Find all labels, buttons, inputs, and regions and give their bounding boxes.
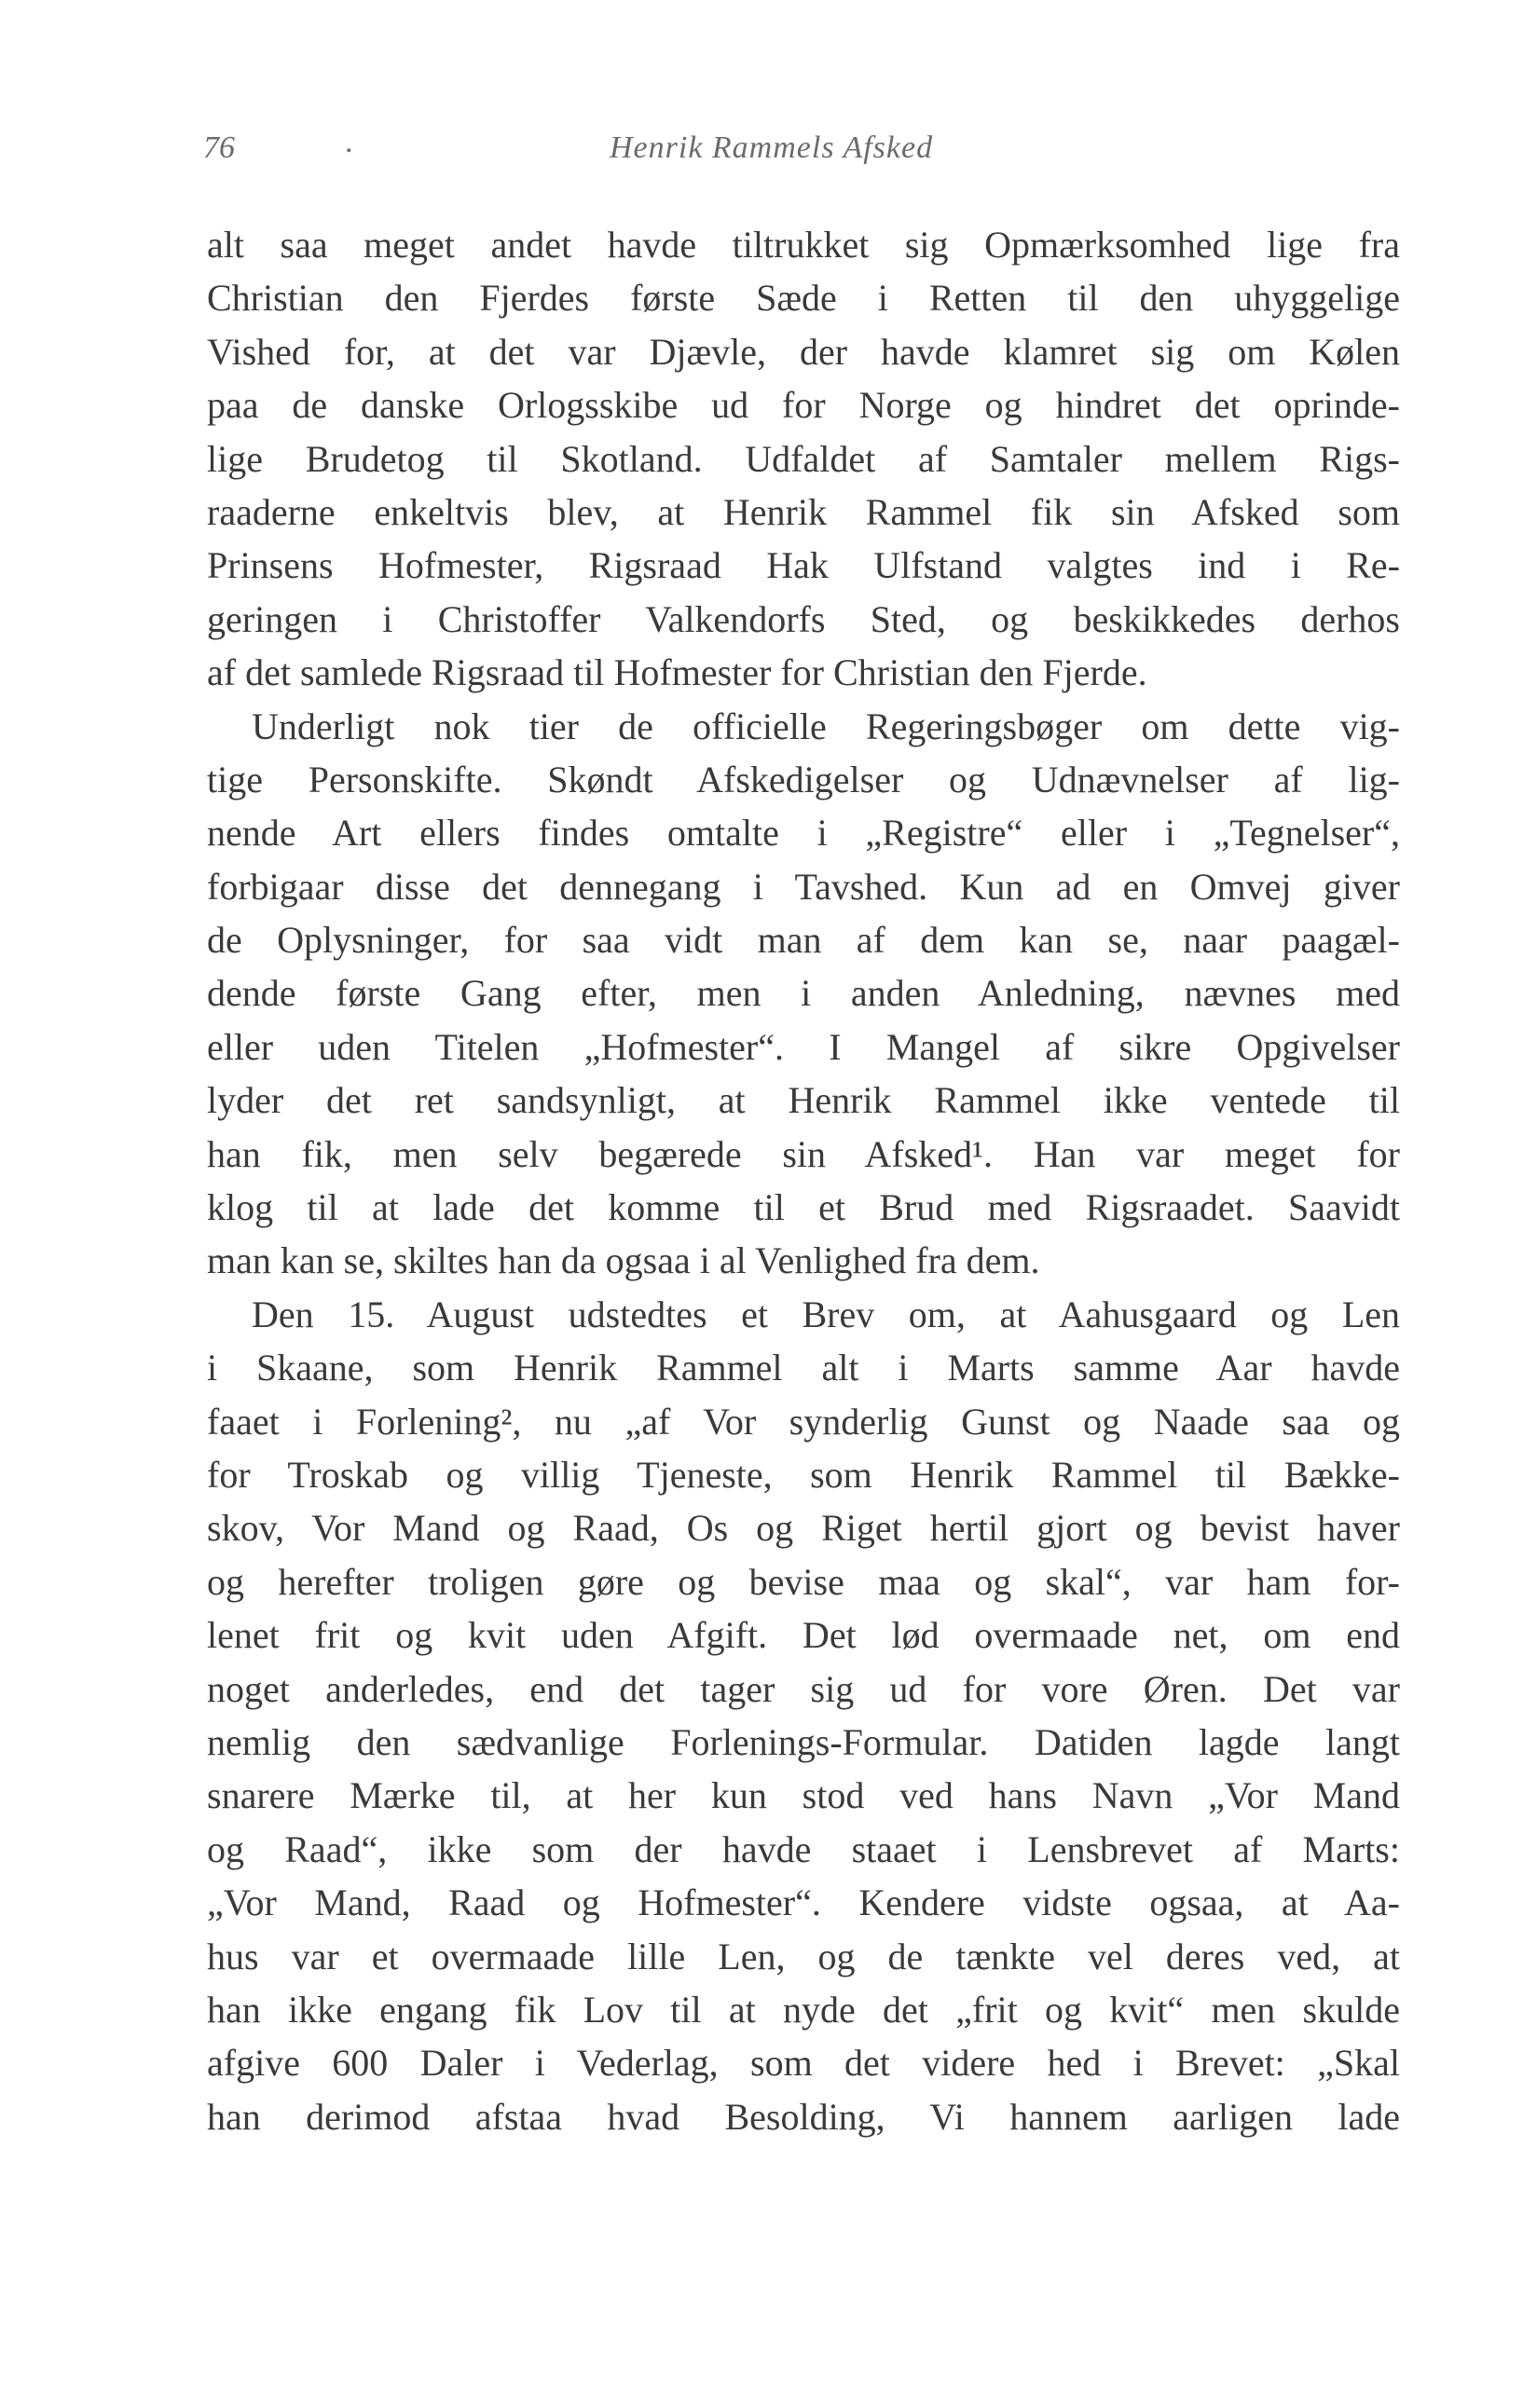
text-line: geringen i Christoffer Valkendorfs Sted, og beskikkedes derhos [207, 597, 1400, 640]
header-separator: . [345, 125, 353, 159]
text-line: „Vor Mand, Raad og Hofmester“. Kendere vidste ogsaa, at Aa- [207, 1881, 1400, 1924]
text-line: Underligt nok tier de officielle Regeringsbøger om dette vig- [252, 705, 1400, 747]
text-line: hus var et overmaade lille Len, og de tænkte vel deres ved, at [207, 1935, 1400, 1977]
body-text [207, 218, 1400, 2143]
text-line: lige Brudetog til Skotland. Udfaldet af Samtaler mellem Rigs- [207, 437, 1400, 480]
text-line: afgive 600 Daler i Vederlag, som det videre hed i Brevet: „Skal [207, 2042, 1400, 2085]
text-line: man kan se, skiltes han da ogsaa i al Venlighed fra dem. [207, 1239, 1040, 1282]
text-line: Prinsens Hofmester, Rigsraad Hak Ulfstand valgtes ind i Re- [207, 544, 1400, 587]
text-line: og herefter troligen gøre og bevise maa og skal“, var ham for- [207, 1560, 1400, 1603]
text-line: de Oplysninger, for saa vidt man af dem kan se, naar paagæl- [207, 919, 1400, 962]
running-head [203, 125, 1406, 177]
text-line: snarere Mærke til, at her kun stod ved hans Navn „Vor Mand [207, 1774, 1400, 1817]
running-title: Henrik Rammels Afsked [610, 130, 934, 165]
text-line: han ikke engang fik Lov til at nyde det „frit og kvit“ men skulde [207, 1988, 1400, 2031]
text-line: faaet i Forlening², nu „af Vor synderlig Gunst og Naade saa og [207, 1400, 1400, 1443]
page-number: 76 [203, 130, 235, 165]
text-line: paa de danske Orlogsskibe ud for Norge og hindret det oprinde- [207, 384, 1400, 427]
text-line: eller uden Titelen „Hofmester“. I Mangel af sikre Opgivelser [207, 1025, 1400, 1068]
text-line: nende Art ellers findes omtalte i „Registre“ eller i „Tegnelser“, [207, 812, 1400, 855]
text-line: i Skaane, som Henrik Rammel alt i Marts samme Aar havde [207, 1347, 1400, 1389]
text-line: noget anderledes, end det tager sig ud for vore Øren. Det var [207, 1667, 1400, 1710]
text-line: dende første Gang efter, men i anden Anledning, nævnes med [207, 972, 1400, 1015]
text-line: Vished for, at det var Djævle, der havde klamret sig om Kølen [207, 330, 1400, 373]
text-line: og Raad“, ikke som der havde staaet i Lensbrevet af Marts: [207, 1827, 1400, 1870]
text-line: han fik, men selv begærede sin Afsked¹. Han var meget for [207, 1132, 1400, 1175]
text-line: lenet frit og kvit uden Afgift. Det lød overmaade net, om end [207, 1614, 1400, 1657]
text-line: Den 15. August udstedtes et Brev om, at Aahusgaard og Len [252, 1293, 1400, 1335]
text-line: for Troskab og villig Tjeneste, som Henrik Rammel til Bække- [207, 1453, 1400, 1496]
text-line: klog til at lade det komme til et Brud med Rigsraadet. Saavidt [207, 1186, 1400, 1229]
text-line: Christian den Fjerdes første Sæde i Retten til den uhyggelige [207, 277, 1400, 320]
text-line: han derimod afstaa hvad Besolding, Vi hannem aarligen lade [207, 2095, 1400, 2138]
text-line: af det samlede Rigsraad til Hofmester for Christian den Fjerde. [207, 651, 1147, 694]
text-line: forbigaar disse det dennegang i Tavshed. Kun ad en Omvej giver [207, 865, 1400, 908]
text-line: alt saa meget andet havde tiltrukket sig Opmærksomhed lige fra [207, 224, 1400, 266]
text-line: raaderne enkeltvis blev, at Henrik Rammel fik sin Afsked som [207, 490, 1400, 533]
text-line: lyder det ret sandsynligt, at Henrik Rammel ikke ventede til [207, 1079, 1400, 1122]
text-line: nemlig den sædvanlige Forlenings-Formular. Datiden lagde langt [207, 1720, 1400, 1763]
text-line: tige Personskifte. Skøndt Afskedigelser og Udnævnelser af lig- [207, 758, 1400, 800]
text-line: skov, Vor Mand og Raad, Os og Riget hertil gjort og bevist haver [207, 1507, 1400, 1550]
